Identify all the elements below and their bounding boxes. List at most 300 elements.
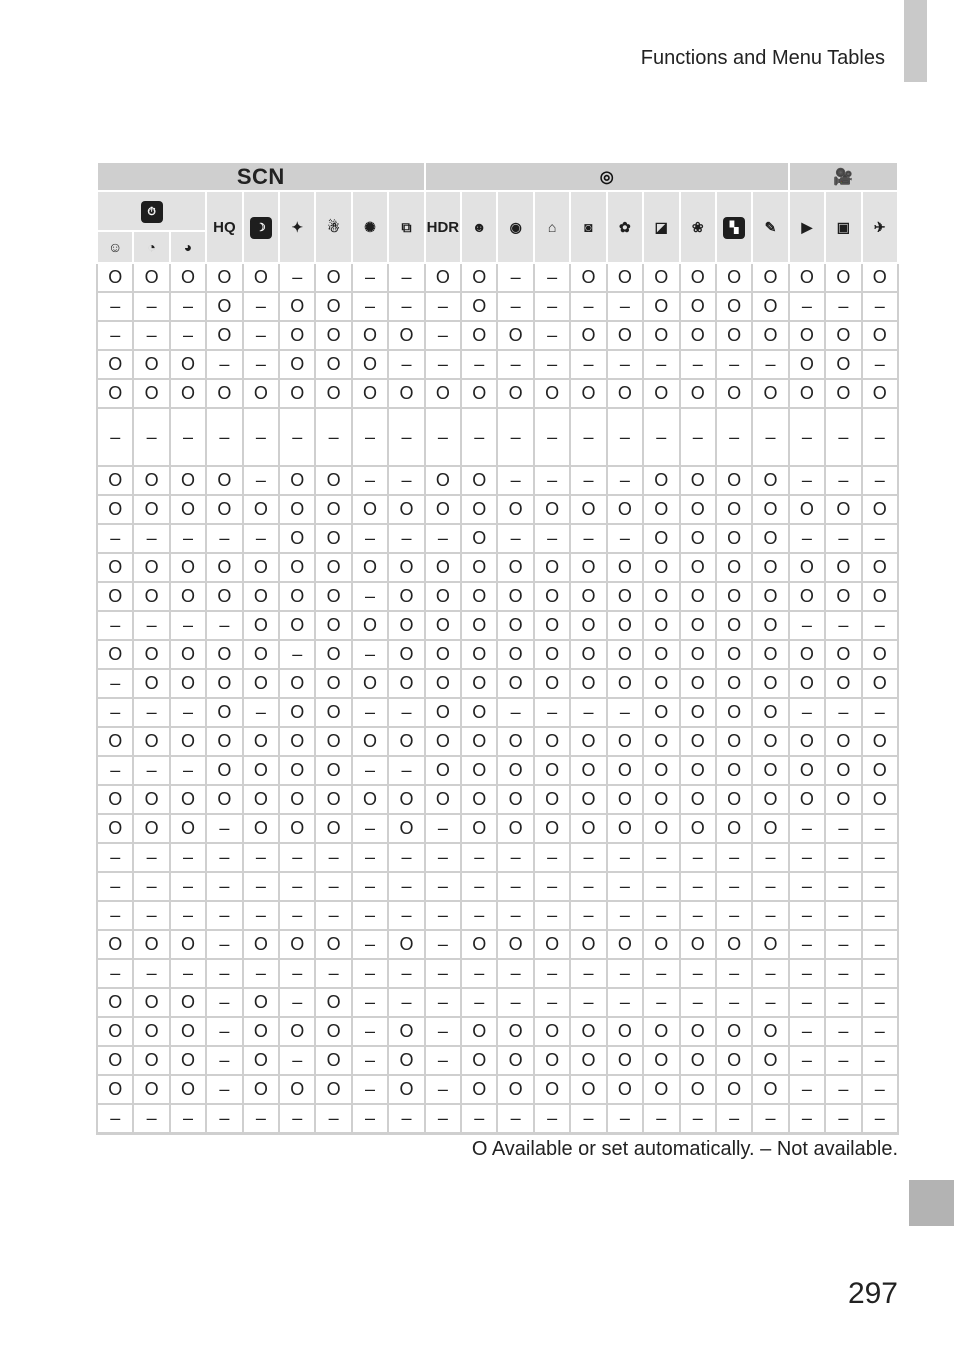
table-cell: O <box>607 814 643 843</box>
table-cell: – <box>643 350 679 379</box>
table-cell: O <box>388 814 424 843</box>
table-cell: – <box>534 466 570 495</box>
creative-filters-icon: ◎ <box>599 169 614 186</box>
table-cell: – <box>206 611 242 640</box>
table-cell: – <box>352 524 388 553</box>
table-cell: – <box>388 756 424 785</box>
table-cell: O <box>170 263 206 292</box>
table-cell: O <box>752 669 788 698</box>
table-cell: – <box>789 408 825 466</box>
table-cell: – <box>279 1104 315 1134</box>
table-cell: – <box>170 524 206 553</box>
table-cell: O <box>97 1075 133 1104</box>
table-cell: O <box>862 582 898 611</box>
table-cell: O <box>133 669 169 698</box>
table-cell: – <box>825 930 861 959</box>
table-cell: – <box>825 698 861 727</box>
table-cell: – <box>825 814 861 843</box>
table-cell: O <box>315 1046 351 1075</box>
table-cell: – <box>279 640 315 669</box>
table-cell: – <box>570 959 606 988</box>
table-row <box>97 321 898 350</box>
table-cell: O <box>497 379 533 408</box>
table-cell: – <box>352 263 388 292</box>
table-cell: – <box>388 843 424 872</box>
table-cell: – <box>388 1104 424 1134</box>
table-cell: O <box>607 1017 643 1046</box>
table-cell: O <box>716 524 752 553</box>
table-cell: – <box>497 698 533 727</box>
table-cell: – <box>534 843 570 872</box>
table-row <box>97 553 898 582</box>
table-cell: O <box>97 495 133 524</box>
table-cell: – <box>497 988 533 1017</box>
table-cell: – <box>789 1046 825 1075</box>
table-cell: O <box>461 640 497 669</box>
table-row <box>97 640 898 669</box>
table-cell: – <box>170 611 206 640</box>
table-cell: O <box>352 495 388 524</box>
table-cell: O <box>97 263 133 292</box>
table-cell: O <box>315 930 351 959</box>
table-cell: – <box>497 1104 533 1134</box>
table-cell: – <box>170 843 206 872</box>
table-cell: O <box>97 553 133 582</box>
table-cell: O <box>825 582 861 611</box>
table-cell: – <box>643 843 679 872</box>
table-cell: – <box>133 901 169 930</box>
table-cell: O <box>133 466 169 495</box>
table-cell: O <box>570 582 606 611</box>
table-cell: O <box>133 814 169 843</box>
table-cell: O <box>279 756 315 785</box>
table-row <box>97 843 898 872</box>
col-icon-miniature <box>534 191 570 263</box>
table-cell: – <box>97 524 133 553</box>
table-cell: – <box>570 901 606 930</box>
table-row <box>97 727 898 756</box>
stitch-assist-icon: ⧉ <box>401 219 412 235</box>
table-cell: O <box>461 930 497 959</box>
table-cell: O <box>570 785 606 814</box>
table-cell: – <box>570 1104 606 1134</box>
table-cell: O <box>752 1075 788 1104</box>
table-cell: O <box>607 1046 643 1075</box>
table-cell: – <box>862 466 898 495</box>
table-row <box>97 872 898 901</box>
table-cell: – <box>425 1104 461 1134</box>
table-cell: – <box>789 292 825 321</box>
table-cell: – <box>97 698 133 727</box>
table-cell: O <box>716 756 752 785</box>
table-cell: – <box>425 1046 461 1075</box>
table-cell: O <box>425 466 461 495</box>
table-cell: O <box>497 640 533 669</box>
table-cell: – <box>680 408 716 466</box>
table-cell: – <box>461 959 497 988</box>
table-cell: – <box>352 292 388 321</box>
iframe-movie-icon: ▣ <box>836 219 850 235</box>
table-cell: O <box>752 785 788 814</box>
table-cell: O <box>170 1075 206 1104</box>
table-cell: O <box>643 263 679 292</box>
table-cell: – <box>789 872 825 901</box>
table-cell: – <box>789 814 825 843</box>
table-cell: O <box>133 1046 169 1075</box>
table-cell: O <box>680 698 716 727</box>
table-cell: – <box>170 408 206 466</box>
table-cell: O <box>352 785 388 814</box>
table-row <box>97 350 898 379</box>
table-cell: O <box>97 350 133 379</box>
table-cell: O <box>680 756 716 785</box>
table-cell: – <box>497 466 533 495</box>
table-cell: – <box>534 901 570 930</box>
miniature-icon: ⌂ <box>547 219 557 235</box>
table-cell: O <box>388 640 424 669</box>
table-cell: O <box>243 582 279 611</box>
col-icon-face-self-timer <box>170 231 206 263</box>
table-cell: – <box>388 901 424 930</box>
table-cell: O <box>206 727 242 756</box>
table-cell: O <box>534 756 570 785</box>
table-cell: – <box>534 350 570 379</box>
table-cell: – <box>570 524 606 553</box>
table-cell: O <box>97 1017 133 1046</box>
table-cell: O <box>388 553 424 582</box>
table-cell: O <box>461 1075 497 1104</box>
table-cell: O <box>570 611 606 640</box>
table-row <box>97 1075 898 1104</box>
table-cell: – <box>243 350 279 379</box>
monochrome-icon: ◪ <box>654 219 668 235</box>
table-cell: O <box>862 785 898 814</box>
table-cell: – <box>97 872 133 901</box>
table-cell: – <box>170 756 206 785</box>
table-cell: O <box>388 669 424 698</box>
table-cell: – <box>243 524 279 553</box>
table-cell: – <box>862 611 898 640</box>
table-cell: O <box>643 466 679 495</box>
table-cell: – <box>170 1104 206 1134</box>
table-cell: O <box>752 263 788 292</box>
table-cell: – <box>825 901 861 930</box>
table-cell: – <box>352 408 388 466</box>
table-cell: O <box>862 553 898 582</box>
table-cell: O <box>825 553 861 582</box>
table-cell: – <box>97 901 133 930</box>
nostalgic-icon: ☻ <box>471 219 487 235</box>
table-cell: O <box>607 611 643 640</box>
table-cell: O <box>680 263 716 292</box>
table-cell: O <box>534 582 570 611</box>
table-cell: – <box>170 292 206 321</box>
table-cell: – <box>352 756 388 785</box>
table-cell: – <box>206 930 242 959</box>
table-cell: – <box>607 959 643 988</box>
table-row <box>97 263 898 292</box>
table-cell: O <box>643 727 679 756</box>
table-cell: O <box>279 582 315 611</box>
table-cell: O <box>206 321 242 350</box>
table-cell: – <box>133 872 169 901</box>
table-cell: – <box>133 524 169 553</box>
table-cell: O <box>607 553 643 582</box>
table-cell: O <box>315 350 351 379</box>
table-cell: – <box>825 959 861 988</box>
table-cell: O <box>497 1046 533 1075</box>
table-cell: O <box>97 1046 133 1075</box>
table-cell: – <box>862 292 898 321</box>
table-cell: O <box>570 553 606 582</box>
table-cell: O <box>534 669 570 698</box>
table-cell: – <box>680 901 716 930</box>
table-cell: – <box>643 901 679 930</box>
table-row <box>97 785 898 814</box>
table-cell: O <box>607 756 643 785</box>
table-cell: – <box>789 843 825 872</box>
table-cell: – <box>534 872 570 901</box>
table-cell: – <box>461 843 497 872</box>
table-cell: – <box>534 408 570 466</box>
legend-available-symbol: O <box>471 1138 488 1160</box>
table-cell: – <box>352 959 388 988</box>
table-cell: O <box>825 756 861 785</box>
table-row <box>97 669 898 698</box>
table-cell: O <box>497 495 533 524</box>
table-cell: O <box>170 350 206 379</box>
table-cell: O <box>680 1075 716 1104</box>
table-cell: O <box>497 930 533 959</box>
table-cell: O <box>243 263 279 292</box>
table-cell: – <box>352 698 388 727</box>
table-cell: O <box>388 1046 424 1075</box>
table-cell: – <box>862 872 898 901</box>
table-cell: – <box>170 872 206 901</box>
super-slow-motion-icon: ✈ <box>873 219 886 235</box>
table-cell: O <box>97 785 133 814</box>
wink-self-timer-icon: ◔ <box>147 239 156 255</box>
table-cell: O <box>752 524 788 553</box>
table-cell: – <box>352 901 388 930</box>
table-cell: – <box>133 611 169 640</box>
table-cell: O <box>279 524 315 553</box>
table-cell: – <box>352 466 388 495</box>
table-cell: – <box>206 1046 242 1075</box>
table-cell: – <box>352 872 388 901</box>
table-cell: – <box>607 292 643 321</box>
table-cell: – <box>862 350 898 379</box>
table-cell: – <box>752 350 788 379</box>
table-cell: O <box>425 611 461 640</box>
table-cell: – <box>97 669 133 698</box>
table-cell: – <box>243 321 279 350</box>
table-cell: – <box>570 466 606 495</box>
table-cell: O <box>534 640 570 669</box>
table-row <box>97 1046 898 1075</box>
table-cell: O <box>643 785 679 814</box>
table-cell: O <box>461 698 497 727</box>
self-timer-group-icon-cell <box>97 191 206 231</box>
table-cell: – <box>425 959 461 988</box>
table-cell: – <box>315 872 351 901</box>
super-vivid-icon: ❀ <box>691 219 704 235</box>
col-icon-smile <box>97 231 133 263</box>
table-cell: O <box>243 756 279 785</box>
table-cell: O <box>570 930 606 959</box>
table-cell: – <box>752 1104 788 1134</box>
table-cell: O <box>461 785 497 814</box>
table-cell: – <box>425 901 461 930</box>
table-cell: O <box>643 1017 679 1046</box>
table-cell: O <box>170 988 206 1017</box>
table-cell: – <box>388 466 424 495</box>
table-cell: O <box>789 785 825 814</box>
table-cell: – <box>206 350 242 379</box>
table-cell: O <box>133 1075 169 1104</box>
table-cell: O <box>243 495 279 524</box>
table-cell: O <box>243 727 279 756</box>
table-cell: – <box>170 959 206 988</box>
table-cell: O <box>643 640 679 669</box>
table-cell: O <box>752 611 788 640</box>
table-cell: – <box>789 988 825 1017</box>
table-cell: – <box>206 988 242 1017</box>
table-cell: O <box>352 379 388 408</box>
col-icon-iframe-movie <box>825 191 861 263</box>
table-cell: – <box>461 988 497 1017</box>
table-cell: O <box>315 495 351 524</box>
table-cell: O <box>716 495 752 524</box>
col-icon-snow <box>315 191 351 263</box>
table-row <box>97 814 898 843</box>
table-cell: O <box>206 582 242 611</box>
table-cell: – <box>352 582 388 611</box>
table-cell: O <box>607 321 643 350</box>
table-cell: – <box>97 292 133 321</box>
table-cell: O <box>279 785 315 814</box>
table-cell: O <box>752 698 788 727</box>
table-cell: O <box>461 814 497 843</box>
table-cell: – <box>825 524 861 553</box>
movie-mode-icon: 🎥 <box>833 169 854 186</box>
table-cell: – <box>425 524 461 553</box>
table-cell: – <box>206 872 242 901</box>
table-cell: – <box>133 408 169 466</box>
table-cell: O <box>133 930 169 959</box>
table-cell: O <box>680 524 716 553</box>
table-cell: O <box>315 321 351 350</box>
table-cell: O <box>279 379 315 408</box>
table-cell: O <box>716 814 752 843</box>
table-cell: – <box>97 843 133 872</box>
table-cell: O <box>133 553 169 582</box>
table-cell: O <box>170 727 206 756</box>
table-cell: O <box>643 582 679 611</box>
table-cell: – <box>716 1104 752 1134</box>
col-icon-wink-self-timer <box>133 231 169 263</box>
table-cell: O <box>570 1075 606 1104</box>
table-cell: O <box>279 698 315 727</box>
table-cell: O <box>643 524 679 553</box>
table-cell: O <box>607 640 643 669</box>
table-cell: O <box>279 495 315 524</box>
table-cell: O <box>716 698 752 727</box>
table-cell: O <box>315 263 351 292</box>
page-number: 297 <box>847 1277 898 1310</box>
table-cell: – <box>425 292 461 321</box>
table-cell: – <box>862 1104 898 1134</box>
table-cell: – <box>425 988 461 1017</box>
table-cell: – <box>388 350 424 379</box>
table-cell: O <box>315 611 351 640</box>
table-cell: O <box>643 379 679 408</box>
table-cell: O <box>243 553 279 582</box>
table-cell: O <box>425 669 461 698</box>
table-cell: O <box>315 640 351 669</box>
table-cell: – <box>133 321 169 350</box>
table-cell: O <box>461 1017 497 1046</box>
table-cell: – <box>825 466 861 495</box>
table-cell: O <box>789 669 825 698</box>
col-icon-stitch-assist <box>388 191 424 263</box>
table-cell: O <box>170 466 206 495</box>
table-cell: – <box>425 408 461 466</box>
table-cell: O <box>534 1046 570 1075</box>
table-cell: O <box>789 350 825 379</box>
table-cell: O <box>425 698 461 727</box>
table-cell: O <box>716 1046 752 1075</box>
table-cell: O <box>716 611 752 640</box>
table-cell: O <box>170 640 206 669</box>
table-cell: – <box>862 988 898 1017</box>
table-cell: O <box>680 582 716 611</box>
table-cell: O <box>825 379 861 408</box>
poster-effect-icon: ▚ <box>723 217 745 239</box>
table-cell: – <box>607 988 643 1017</box>
table-cell: O <box>789 495 825 524</box>
table-cell: – <box>862 1046 898 1075</box>
table-cell: O <box>279 611 315 640</box>
table-cell: – <box>206 843 242 872</box>
table-cell: – <box>170 901 206 930</box>
table-cell: – <box>352 930 388 959</box>
col-icon-super-slow-motion <box>862 191 898 263</box>
table-row <box>97 466 898 495</box>
table-cell: – <box>643 872 679 901</box>
table-cell: – <box>97 1104 133 1134</box>
col-icon-soft-focus <box>607 191 643 263</box>
table-cell: O <box>170 553 206 582</box>
table-cell: O <box>315 814 351 843</box>
table-row <box>97 1104 898 1134</box>
table-cell: – <box>716 408 752 466</box>
page-header: Functions and Menu Tables <box>640 47 885 69</box>
table-cell: O <box>825 669 861 698</box>
table-cell: – <box>862 843 898 872</box>
fish-eye-icon: ◉ <box>509 219 522 235</box>
table-cell: – <box>534 321 570 350</box>
table-cell: O <box>425 582 461 611</box>
table-cell: O <box>315 1075 351 1104</box>
table-cell: O <box>461 379 497 408</box>
table-cell: O <box>133 988 169 1017</box>
table-cell: O <box>133 495 169 524</box>
table-cell: O <box>352 611 388 640</box>
table-cell: – <box>497 408 533 466</box>
smile-icon: ☺ <box>108 239 123 255</box>
table-cell: – <box>752 872 788 901</box>
